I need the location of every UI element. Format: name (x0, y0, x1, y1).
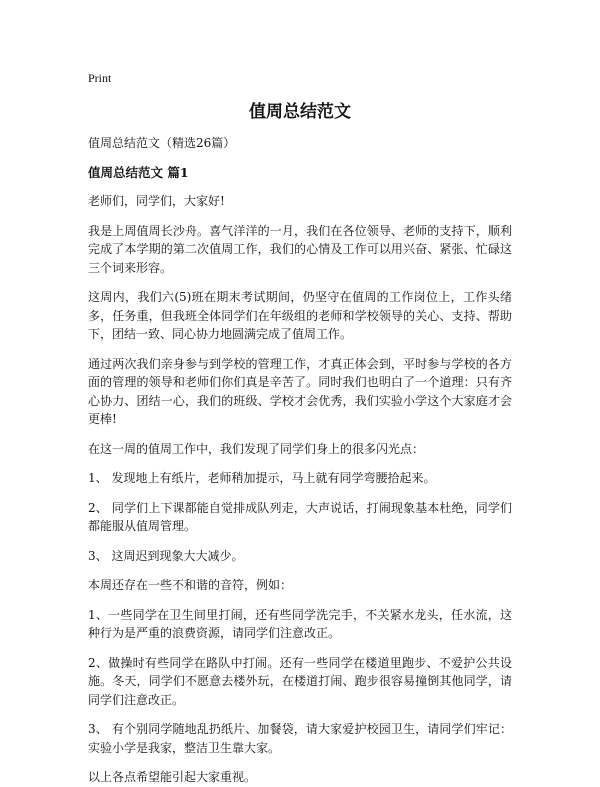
paragraph-issue-2: 2、做操时有些同学在路队中打闹。还有一些同学在楼道里跑步、不爱护公共设施。冬天，同学们不愿意去楼外玩，在楼道打闹、跑步很容易撞倒其他同学，请同学们注意改正。 (88, 655, 512, 707)
paragraph-highlight-1: 1、 发现地上有纸片，老师稍加提示，马上就有同学弯腰拾起来。 (88, 471, 436, 485)
paragraph-highlight-3: 3、 这周迟到现象大大减少。 (88, 548, 244, 563)
section-heading: 值周总结范文 篇1 (88, 165, 189, 180)
paragraph-week-work: 这周内，我们六(5)班在期末考试期间，仍坚守在值周的工作岗位上，工作头绪多，任务重，但我班全体同学们在年级组的老师和学校领导的关心、支持、帮助下，团结一致、同心协力地圆满完成了值周工作。 (88, 290, 512, 341)
document-title: 值周总结范文 (249, 102, 351, 122)
paragraph-highlights-intro: 在这一周的值周工作中，我们发现了同学们身上的很多闪光点： (88, 441, 425, 456)
paragraph-highlight-2: 2、 同学们上下课都能自觉排成队列走，大声说话，打闹现象基本杜绝，同学们都能服从值周管理。 (88, 500, 512, 533)
paragraph-issue-3: 3、 有个别同学随地乱扔纸片、加餐袋，请大家爱护校园卫生，请同学们牢记：实验小学是我家，整洁卫生靠大家。 (88, 722, 512, 755)
paragraph-closing: 以上各点希望能引起大家重视。 (88, 770, 257, 784)
document-subtitle: 值周总结范文（精选26篇） (88, 136, 236, 150)
paragraph-issue-1: 1、一些同学在卫生间里打闹，还有些同学洗完手，不关紧水龙头，任水流，这种行为是严重的浪费资源，请同学们注意改正。 (88, 607, 512, 640)
paragraph-greeting: 老师们，同学们，大家好! (88, 194, 225, 208)
print-label: Print (88, 71, 112, 85)
paragraph-reflection: 通过两次我们亲身参与到学校的管理工作，才真正体会到，平时参与学校的各方面的管理的领导和老师们你们真是辛苦了。同时我们也明白了一个道理：只有齐心协力、团结一心，我们的班级、学校才会优秀，我们实验小学这个大家庭才会更棒! (88, 356, 512, 426)
paragraph-issues-intro: 本周还存在一些不和谐的音符，例如： (88, 578, 293, 592)
paragraph-intro: 我是上周值周长沙舟。喜气洋洋的一月，我们在各位领导、老师的支持下，顺利完成了本学期的第二次值周工作，我们的心情及工作可以用兴奋、紧张、忙碌这三个词来形容。 (88, 223, 512, 275)
